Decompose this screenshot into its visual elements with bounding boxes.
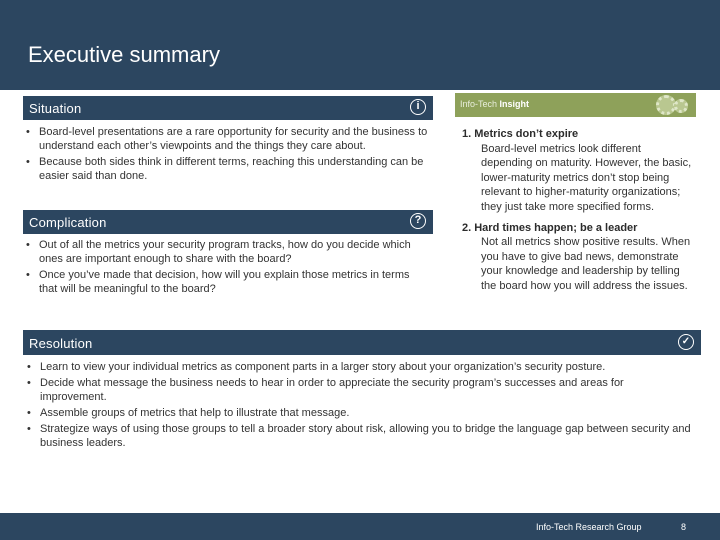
list-item: • Out of all the metrics your security program tracks, how do you decide which ones are important enough to share with the board? (24, 238, 429, 266)
insight-list (462, 127, 694, 300)
situation-label: Situation (29, 101, 82, 116)
slide-header (0, 0, 720, 90)
list-item: • Learn to view your individual metrics as component parts in a larger story about your organization’s security posture. (25, 360, 693, 374)
complication-bullets (24, 238, 429, 298)
insight-item (462, 127, 694, 215)
insight-item (462, 221, 694, 294)
info-icon: i (410, 99, 426, 115)
insight-body: Not all metrics show positive results. When you have to give bad news, demonstrate your knowledge and leadership by telling the board how you will address the issues. (481, 236, 691, 292)
slide-title: Executive summary (28, 42, 220, 67)
situation-bullets (24, 125, 429, 185)
slide-footer (0, 513, 720, 540)
complication-header (23, 210, 433, 234)
list-item: • Strategize ways of using those groups to tell a broader story about risk, allowing you to bridge the language gap between security and business leaders. (25, 422, 693, 450)
situation-header (23, 96, 433, 120)
list-item: • Because both sides think in different terms, reaching this understanding can be easier said than done. (24, 155, 429, 183)
footer-org: Info-Tech Research Group (536, 522, 642, 532)
insight-header (455, 93, 696, 117)
list-item: • Once you’ve made that decision, how will you explain those metrics in terms that will be meaningful to the board? (24, 268, 429, 296)
question-icon: ? (410, 213, 426, 229)
list-item: • Decide what message the business needs to hear in order to appreciate the security program’s successes and areas for improvement. (25, 376, 693, 404)
checkmark-icon: ✓ (678, 334, 694, 350)
list-item: • Assemble groups of metrics that help to illustrate that message. (25, 406, 693, 420)
resolution-bullets (25, 360, 693, 452)
insight-body: Board-level metrics look different depending on maturity. However, the basic, lower-maturity metrics don’t stop being relevant to higher-maturity organizations; they just take more specified forms. (481, 142, 692, 213)
page-number: 8 (681, 522, 687, 532)
complication-label: Complication (29, 215, 107, 230)
insight-title: 2. Hard times happen; be a leader (462, 221, 638, 234)
resolution-header (23, 330, 701, 355)
insight-brand: Info-Tech Insight (460, 99, 530, 109)
resolution-label: Resolution (29, 336, 93, 351)
insight-title: 1. Metrics don’t expire (462, 128, 579, 140)
list-item: • Board-level presentations are a rare opportunity for security and the business to understand each other’s viewpoints and the things they care about. (24, 125, 429, 153)
